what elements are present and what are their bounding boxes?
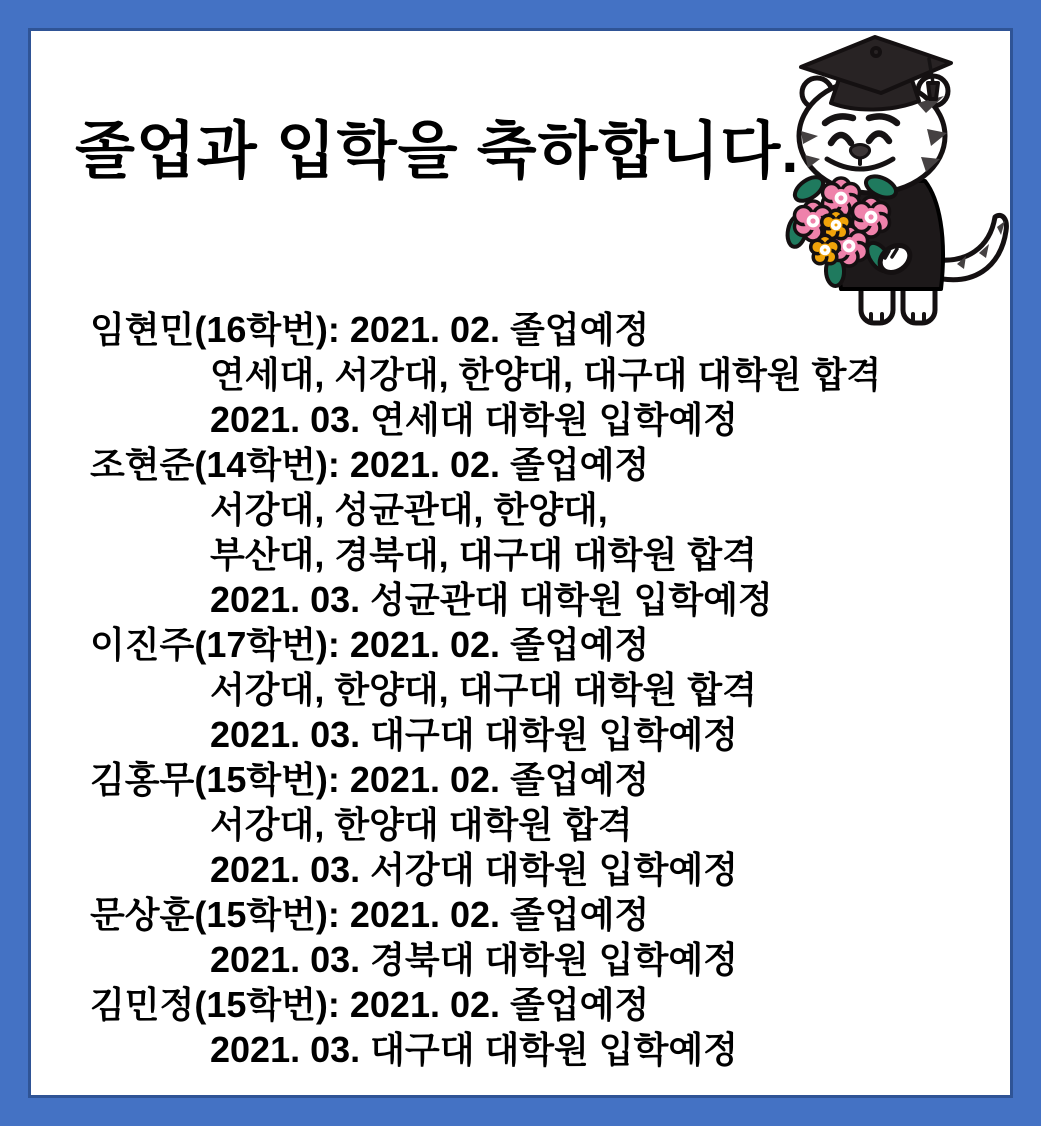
student-headline: 김민정(15학번): 2021. 02. 졸업예정: [90, 984, 650, 1025]
student-headline: 조현준(14학번): 2021. 02. 졸업예정: [90, 444, 650, 485]
student-detail: 2021. 03. 경북대 대학원 입학예정: [210, 939, 738, 980]
student-headline: 김홍무(15학번): 2021. 02. 졸업예정: [90, 759, 650, 800]
student-detail: 2021. 03. 대구대 대학원 입학예정: [210, 714, 738, 755]
student-headline: 이진주(17학번): 2021. 02. 졸업예정: [90, 624, 650, 665]
student-detail: 2021. 03. 성균관대 대학원 입학예정: [210, 579, 773, 620]
student-entry: [90, 982, 1004, 1072]
tiger-graduate-svg: [779, 31, 1013, 331]
student-entry: [90, 307, 1004, 442]
student-detail: 서강대, 성균관대, 한양대,: [210, 489, 608, 530]
cap-tassel: [928, 83, 938, 99]
page-title: 졸업과 입학을 축하합니다.: [75, 117, 800, 186]
tiger-nose: [850, 145, 869, 159]
announcement-list: [90, 307, 1004, 1072]
student-detail: 서강대, 한양대 대학원 합격: [210, 804, 633, 845]
student-headline: 문상훈(15학번): 2021. 02. 졸업예정: [90, 894, 650, 935]
student-entry: [90, 442, 1004, 622]
student-detail: 연세대, 서강대, 한양대, 대구대 대학원 합격: [210, 354, 882, 395]
student-entry: [90, 622, 1004, 757]
notice-board: [28, 28, 1013, 1098]
student-detail: 부산대, 경북대, 대구대 대학원 합격: [210, 534, 757, 575]
tiger-graduate-illustration: [779, 31, 1013, 331]
student-detail: 2021. 03. 연세대 대학원 입학예정: [210, 399, 738, 440]
student-entry: [90, 892, 1004, 982]
student-headline: 임현민(16학번): 2021. 02. 졸업예정: [90, 309, 650, 350]
student-detail: 2021. 03. 대구대 대학원 입학예정: [210, 1029, 738, 1070]
student-detail: 서강대, 한양대, 대구대 대학원 합격: [210, 669, 757, 710]
student-entry: [90, 757, 1004, 892]
student-detail: 2021. 03. 서강대 대학원 입학예정: [210, 849, 738, 890]
